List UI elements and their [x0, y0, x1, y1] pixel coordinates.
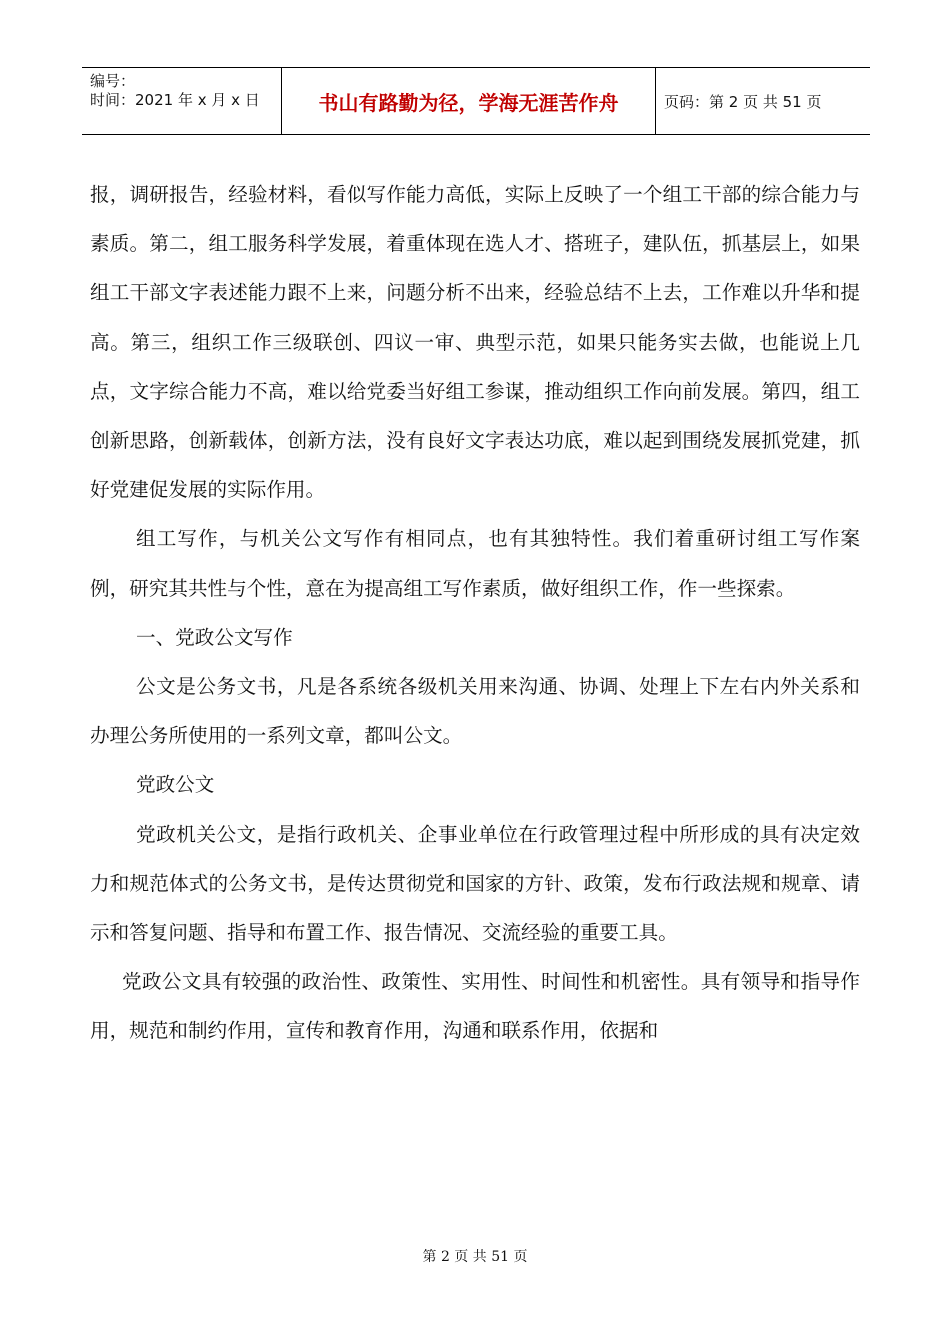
header-motto: 书山有路勤为径，学海无涯苦作舟	[282, 68, 656, 134]
paragraph: 组工写作，与机关公文写作有相同点，也有其独特性。我们着重研讨组工写作案例，研究其共性与个性，意在为提高组工写作素质，做好组织工作，作一些探索。	[90, 527, 860, 600]
document-date: 时间：2021 年 x 月 x 日	[90, 91, 260, 109]
subsection-heading: 党政公文	[136, 773, 215, 797]
page-footer: 第 2 页 共 51 页	[422, 1249, 528, 1265]
document-body	[90, 170, 860, 1056]
paragraph: 党政机关公文，是指行政机关、企事业单位在行政管理过程中所形成的具有决定效力和规范体式的公务文书，是传达贯彻党和国家的方针、政策，发布行政法规和规章、请示和答复问题、指导和布置工作、报告情况、交流经验的重要工具。	[90, 822, 860, 945]
header-meta	[82, 68, 282, 134]
document-number: 编号：	[90, 72, 136, 90]
paragraph: 党政公文具有较强的政治性、政策性、实用性、时间性和机密性。具有领导和指导作用，规范和制约作用，宣传和教育作用，沟通和联系作用，依据和	[90, 970, 860, 1043]
section-heading: 一、党政公文写作	[136, 625, 293, 649]
header-page-number: 页码：第 2 页 共 51 页	[664, 92, 822, 111]
page-header	[82, 67, 870, 135]
paragraph: 报，调研报告，经验材料，看似写作能力高低，实际上反映了一个组工干部的综合能力与素质。第二，组工服务科学发展，着重体现在选人才、搭班子，建队伍，抓基层上，如果组工干部文字表述能力跟不上来，问题分析不出来，经验总结不上去，工作难以升华和提高。第三，组织工作三级联创、四议一审、典型示范，如果只能务实去做，也能说上几点，文字综合能力不高，难以给党委当好组工参谋，推动组织工作向前发展。第四，组工创新思路，创新载体，创新方法，没有良好文字表达功底，难以起到围绕发展抓党建，抓好党建促发展的实际作用。	[90, 183, 860, 502]
paragraph: 公文是公务文书，凡是各系统各级机关用来沟通、协调、处理上下左右内外关系和办理公务所使用的一系列文章，都叫公文。	[90, 675, 860, 748]
